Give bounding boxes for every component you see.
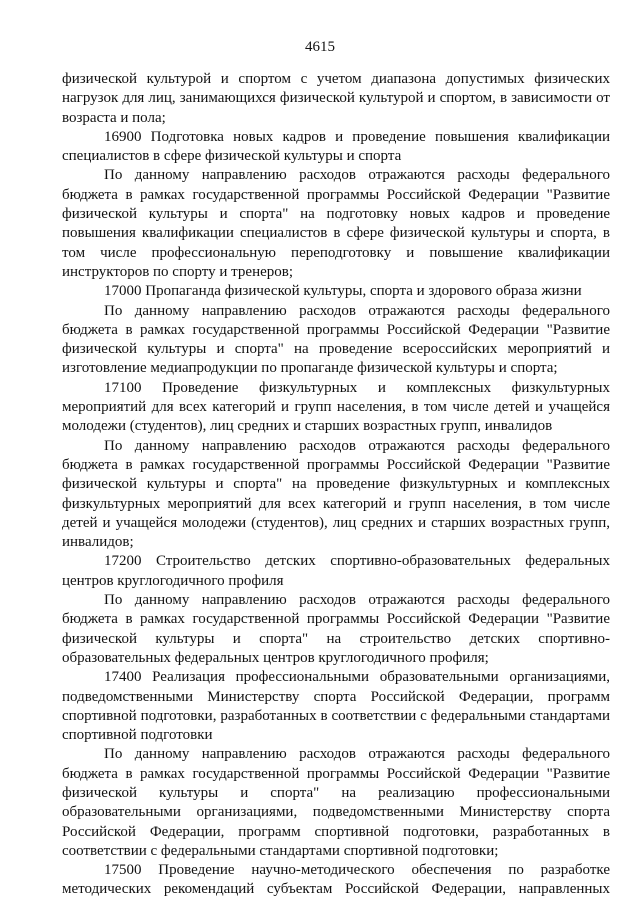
document-text — [62, 70, 610, 900]
paragraph-17400-description: По данному направлению расходов отражаются расходы федерального бюджета в рамках государственной программы Российской Федерации "Развитие физической культуры и спорта" на реализацию профессиональными образовательными организациями, подведомственными Министерству спорта Российской Федерации, программ спортивной подготовки, разработанных в соответствии с федеральными стандартами спортивной подготовки; — [62, 746, 610, 859]
page-number: 4615 — [305, 39, 335, 55]
paragraph-17200-description: По данному направлению расходов отражаются расходы федерального бюджета в рамках государственной программы Российской Федерации "Развитие физической культуры и спорта" на строительство детских спортивно-образовательных федеральных центров круглогодичного профиля; — [62, 592, 610, 666]
section-heading-17400: 17400 Реализация профессиональными образовательными организациями, подведомственными Министерству спорта Российской Федерации, программ спортивной подготовки, разработанных в соответствии с федеральными стандартами спортивной подготовки — [62, 669, 610, 744]
section-heading-17000: 17000 Пропаганда физической культуры, спорта и здорового образа жизни — [104, 283, 582, 300]
paragraph-continuation: физической культурой и спортом с учетом диапазона допустимых физических нагрузок для лиц, занимающихся физической культурой и спортом, в зависимости от возраста и пола; — [62, 71, 610, 126]
section-heading-17200: 17200 Строительство детских спортивно-образовательных федеральных центров круглогодичного профиля — [62, 553, 610, 589]
paragraph-17000-description: По данному направлению расходов отражаются расходы федерального бюджета в рамках государственной программы Российской Федерации "Развитие физической культуры и спорта" на проведение всероссийских мероприятий и изготовление медиапродукции по пропаганде физической культуры и спорта; — [62, 302, 610, 377]
section-heading-16900: 16900 Подготовка новых кадров и проведение повышения квалификации специалистов в сфере физической культуры и спорта — [62, 128, 610, 165]
section-heading-17500: 17500 Проведение научно-методического обеспечения по разработке методических рекомендаций субъектам Российской Федерации, направленных — [62, 862, 610, 898]
paragraph-17100-description: По данному направлению расходов отражаются расходы федерального бюджета в рамках государственной программы Российской Федерации "Развитие физической культуры и спорта" на проведение физкультурных и комплексных физкультурных мероприятий для всех категорий и групп населения, в том числе детей и учащейся молодежи (студентов), лиц средних и старших возрастных групп, инвалидов; — [62, 437, 610, 551]
paragraph-16900-description: По данному направлению расходов отражаются расходы федерального бюджета в рамках государственной программы Российской Федерации "Развитие физической культуры и спорта" на подготовку новых кадров и проведение повышения квалификации специалистов в сфере физической культуры и спорта, в том числе профессиональную переподготовку и повышение квалификации инструкторов по спорту и тренеров; — [62, 167, 610, 280]
section-heading-17100: 17100 Проведение физкультурных и комплексных физкультурных мероприятий для всех категорий и групп населения, в том числе детей и учащейся молодежи (студентов), лиц средних и старших возрастных групп, инвалидов — [62, 379, 610, 435]
